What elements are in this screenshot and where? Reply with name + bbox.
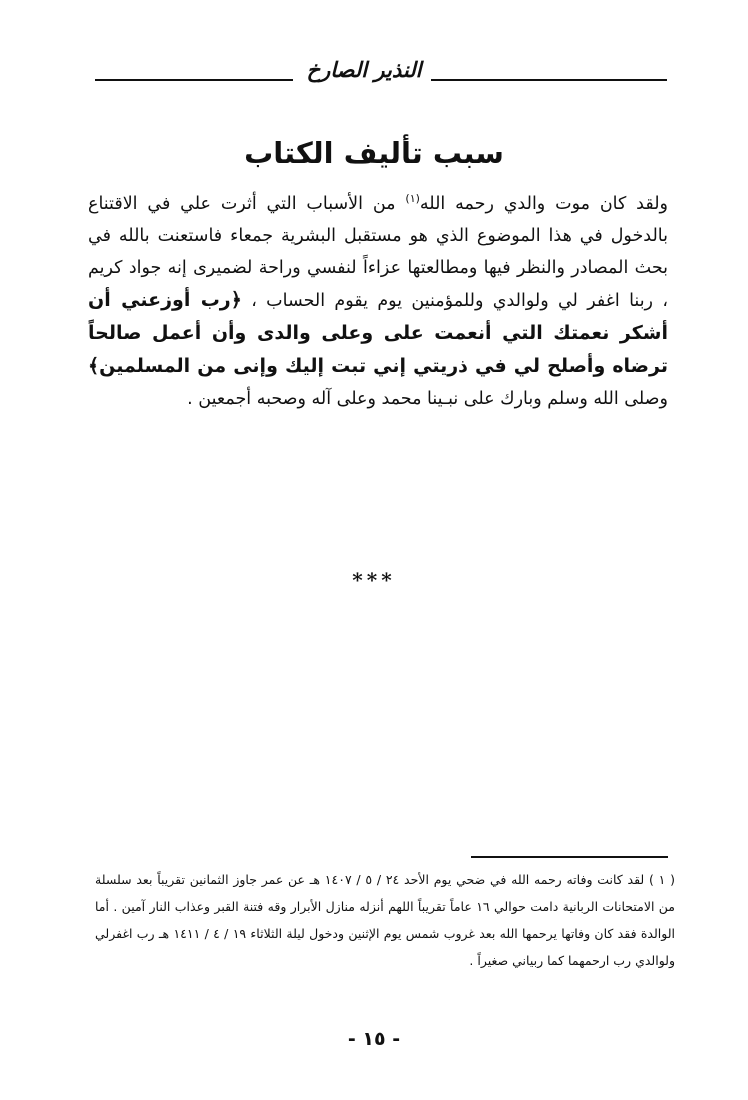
section-title: سبب تأليف الكتاب: [244, 136, 504, 170]
body-paragraph: [88, 188, 668, 415]
running-title: النذير الصارخ: [306, 58, 422, 82]
page-number: - ١٥ -: [347, 1028, 401, 1050]
body-text-part-2: وصلى الله وسلم وبارك على نبـينا محمد وعلى آله وصحبه أجمعين .: [187, 389, 668, 409]
quran-verse: ﴿رب أوزعني أن أشكر نعمتك التي أنعمت على وعلى والدى وأن أعمل صالحاً ترضاه وأصلح لي في ذريتي إني تبت إليك وإنى من المسلمين﴾: [88, 289, 668, 377]
footnote-marker[interactable]: (١): [405, 192, 420, 206]
footnote: ( ١ ) لقد كانت وفاته رحمه الله في ضحي يوم الأحد ٢٤ / ٥ / ١٤٠٧ هـ عن عمر جاوز الثمانين تقريباً بعد سلسلة من الامتحانات الربانية دامت حوالي ١٦ عاماً تقريباً اللهم أنزله منازل الأبرار وقه فتنة القبر وعذاب النار آمين . أما الوالدة فقد كان وفاتها يرحمها الله بعد غروب شمس يوم الإثنين ودخول ليلة الثلاثاء ١٩ / ٤ / ١٤١١ هـ رب اغفرلي ولوالدي رب ارحمهما كما ربياني صغيراً .: [95, 872, 675, 968]
body-text-part-1: من الأسباب التي أثرت علي في الاقتناع بالدخول في هذا الموضوع الذي هو مستقبل البشرية جمعاء فاستعنت بالله في بحث المصادر والنظر فيها ومطالعتها عزاءاً لنفسي وراحة لضميرى إنه جواد كريم ، ربنا اغفر لي ولوالدي وللمؤمنين يوم يقوم الحساب ،: [88, 194, 668, 311]
running-header: [95, 58, 667, 88]
header-rule-right: [431, 79, 667, 81]
body-intro: ولقد كان موت والدي رحمه الله: [419, 194, 669, 214]
header-rule-left: [95, 79, 293, 81]
section-separator: ***: [352, 568, 396, 592]
footnote-rule: [471, 856, 668, 858]
